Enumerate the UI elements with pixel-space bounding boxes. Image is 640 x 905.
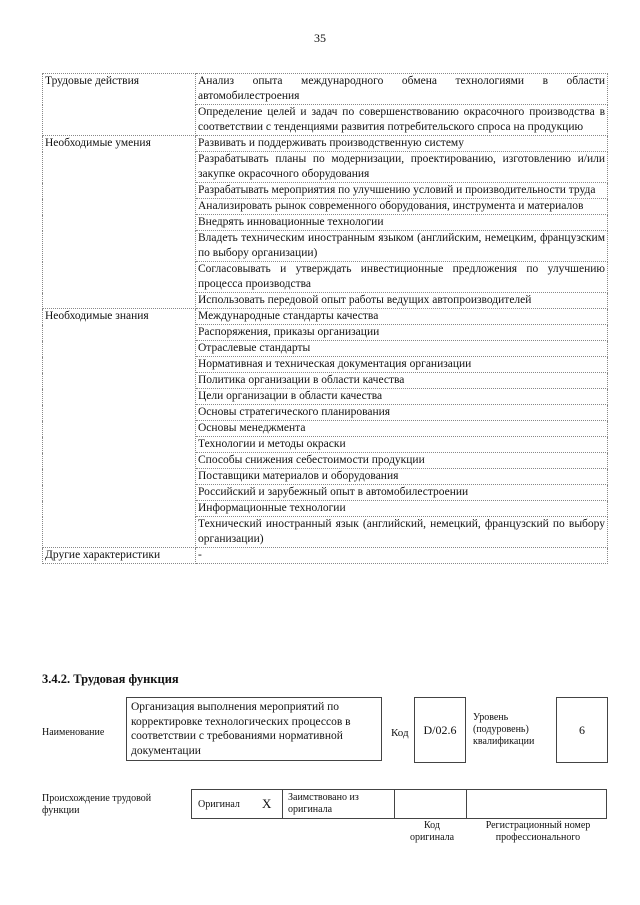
level-value-box: 6 [556, 697, 608, 763]
row-item: Определение целей и задач по совершенствованию окрасочного производства в соответствии с тенденциями развития потребительского спроса на продукцию [196, 105, 608, 136]
row-item: Развивать и поддерживать производственную систему [196, 136, 608, 152]
page-number: 35 [314, 31, 326, 45]
borrowed-label: Заимствовано из оригинала [288, 792, 359, 815]
name-label: Наименование [42, 727, 105, 738]
table-row [43, 309, 608, 325]
original-label: Оригинал [198, 799, 240, 810]
row-item: Использовать передовой опыт работы ведущих автопроизводителей [196, 293, 608, 309]
row-item: Основы менеджмента [196, 421, 608, 437]
section-title: 3.4.2. Трудовая функция [42, 672, 179, 686]
row-item: Информационные технологии [196, 501, 608, 517]
code-original-label: Код оригинала [409, 820, 455, 843]
row-item: Основы стратегического планирования [196, 405, 608, 421]
origin-label: Происхождение трудовой функции [42, 793, 152, 816]
table-row [43, 136, 608, 152]
row-item: Согласовывать и утверждать инвестиционные предложения по улучшению процесса производства [196, 262, 608, 293]
row-item: Распоряжения, приказы организации [196, 325, 608, 341]
row-item: Политика организации в области качества [196, 373, 608, 389]
row-header: Необходимые знания [43, 309, 196, 548]
row-item: Цели организации в области качества [196, 389, 608, 405]
row-header: Трудовые действия [43, 74, 196, 136]
level-label: Уровень (подуровень) квалификации [473, 712, 535, 747]
row-item: - [196, 548, 608, 564]
row-item: Разрабатывать планы по модернизации, проектированию, изготовлению и/или закупке окрасочного оборудования [196, 152, 608, 183]
reg-number-label: Регистрационный номер профессионального [485, 820, 591, 843]
row-header: Другие характеристики [43, 548, 196, 564]
row-item: Поставщики материалов и оборудования [196, 469, 608, 485]
function-name-box: Организация выполнения мероприятий по корректировке технологических процессов в соответствии с требованиями нормативной документации [126, 697, 382, 761]
row-item: Анализировать рынок современного оборудования, инструмента и материалов [196, 199, 608, 215]
code-value-box: D/02.6 [414, 697, 466, 763]
origin-table [191, 789, 607, 819]
row-item: Разрабатывать мероприятия по улучшению условий и производительности труда [196, 183, 608, 199]
row-header: Необходимые умения [43, 136, 196, 309]
row-item: Анализ опыта международного обмена технологиями в области автомобилестроения [196, 74, 608, 105]
row-item: Российский и зарубежный опыт в автомобилестроении [196, 485, 608, 501]
row-item: Технологии и методы окраски [196, 437, 608, 453]
row-item: Способы снижения себестоимости продукции [196, 453, 608, 469]
row-item: Нормативная и техническая документация организации [196, 357, 608, 373]
row-item: Технический иностранный язык (английский, немецкий, французский по выбору организации) [196, 517, 608, 548]
row-item: Международные стандарты качества [196, 309, 608, 325]
table-row [43, 74, 608, 105]
row-item: Владеть техническим иностранным языком (английским, немецким, французским по выбору организации) [196, 231, 608, 262]
row-item: Отраслевые стандарты [196, 341, 608, 357]
table-row [43, 548, 608, 564]
row-item: Внедрять инновационные технологии [196, 215, 608, 231]
competency-table [42, 73, 608, 564]
original-mark: X [262, 796, 272, 811]
code-label: Код [391, 727, 409, 739]
